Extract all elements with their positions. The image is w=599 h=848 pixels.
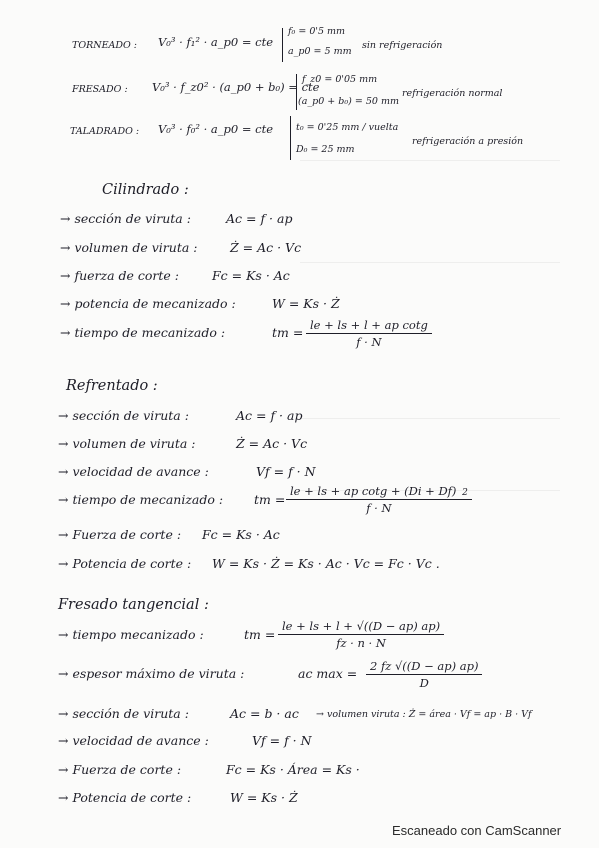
fraction-numerator: 2 fz √((D − ap) ap) (366, 659, 482, 675)
torneado-equation: V₀³ · f₁² · a_p0 = cte (158, 35, 274, 49)
refrentado-item-label: → tiempo de mecanizado : (58, 492, 224, 507)
cilindrado-item-expr: W = Ks · Ż (272, 296, 340, 311)
tangencial-volume-note: → volumen viruta : Ż = área · Vf = ap · B · Vf (316, 709, 532, 720)
refrentado-item-label: → sección de viruta : (58, 408, 189, 423)
refrentado-time-fraction (286, 484, 472, 515)
refrentado-item-expr: W = Ks · Ż = Ks · Ac · Vc = Fc · Vc . (212, 556, 440, 571)
fresado-label: FRESADO : (72, 84, 128, 95)
cilindrado-title: Cilindrado : (102, 182, 189, 198)
fresado-equation: V₀³ · f_z0² · (a_p0 + b₀) = cte (152, 80, 320, 94)
tangencial-item-label: → Potencia de corte : (58, 790, 192, 805)
fresado-tangencial-title: Fresado tangencial : (58, 597, 209, 613)
tangencial-thickness-fraction (366, 659, 482, 690)
numerator-expression: le + ls + ap cotg + (Di + Df) (290, 484, 457, 498)
cilindrado-item-label: → tiempo de mecanizado : (60, 325, 226, 340)
refrentado-item-expr: Vf = f · N (256, 464, 316, 479)
cilindrado-item-expr: Ac = f · ap (226, 211, 293, 226)
cilindrado-item-label: → potencia de mecanizado : (60, 296, 236, 311)
torneado-feed: f₀ = 0'5 mm (288, 26, 346, 37)
cilindrado-item-expr: Ż = Ac · Vc (230, 240, 302, 255)
tangencial-item-expr: W = Ks · Ż (230, 790, 298, 805)
refrentado-item-expr: tm = (254, 492, 286, 507)
refrentado-item-expr: Ac = f · ap (236, 408, 303, 423)
fresado-brace (296, 74, 297, 110)
fraction-numerator (286, 484, 472, 500)
camscanner-watermark: Escaneado con CamScanner (392, 823, 562, 838)
bleed-through-line (300, 160, 560, 161)
tangencial-item-label: → velocidad de avance : (58, 733, 209, 748)
refrentado-item-expr: Ż = Ac · Vc (236, 436, 308, 451)
numerator-half: 2 (462, 488, 468, 498)
fraction-denominator: D (419, 676, 429, 690)
fraction-denominator: f · N (356, 335, 382, 349)
cilindrado-item-label: → fuerza de corte : (60, 268, 179, 283)
fresado-width: (a_p0 + b₀) = 50 mm (298, 96, 399, 107)
taladrado-equation: V₀³ · f₀² · a_p0 = cte (158, 122, 274, 136)
refrentado-item-label: → Potencia de corte : (58, 556, 192, 571)
tangencial-item-label: → Fuerza de corte : (58, 762, 182, 777)
fraction-denominator: fz · n · N (336, 636, 386, 650)
taladrado-label: TALADRADO : (70, 126, 140, 137)
fresado-note: refrigeración normal (402, 88, 503, 99)
fraction-numerator: le + ls + l + √((D − ap) ap) (278, 619, 444, 635)
refrentado-item-label: → volumen de viruta : (58, 436, 196, 451)
tangencial-item-expr: tm = (244, 627, 276, 642)
torneado-label: TORNEADO : (72, 40, 138, 51)
torneado-brace (282, 28, 283, 62)
taladrado-diameter: D₀ = 25 mm (296, 144, 355, 155)
cilindrado-item-expr: tm = (272, 325, 304, 340)
tangencial-item-expr: Ac = b · ac (230, 706, 299, 721)
refrentado-item-label: → velocidad de avance : (58, 464, 209, 479)
tangencial-item-expr: Vf = f · N (252, 733, 312, 748)
tangencial-item-label: → espesor máximo de viruta : (58, 666, 245, 681)
refrentado-item-label: → Fuerza de corte : (58, 527, 182, 542)
refrentado-item-expr: Fc = Ks · Ac (202, 527, 280, 542)
tangencial-item-expr: ac max = (298, 666, 358, 681)
taladrado-feed: t₀ = 0'25 mm / vuelta (296, 122, 399, 133)
tangencial-item-expr: Fc = Ks · Área = Ks · (226, 762, 360, 777)
cilindrado-item-label: → sección de viruta : (60, 211, 191, 226)
tangencial-item-label: → sección de viruta : (58, 706, 189, 721)
taladrado-brace (290, 116, 291, 160)
tangencial-time-fraction (278, 619, 444, 650)
fresado-feed: f_z0 = 0'05 mm (302, 74, 378, 85)
cilindrado-time-fraction (306, 318, 432, 349)
fraction-denominator: f · N (366, 501, 392, 515)
torneado-note: sin refrigeración (362, 40, 443, 51)
refrentado-title: Refrentado : (66, 378, 158, 394)
torneado-depth: a_p0 = 5 mm (288, 46, 352, 57)
cilindrado-item-label: → volumen de viruta : (60, 240, 198, 255)
bleed-through-line (300, 418, 560, 419)
fraction-numerator: le + ls + l + ap cotg (306, 318, 432, 334)
taladrado-note: refrigeración a presión (412, 136, 524, 147)
bleed-through-line (300, 262, 560, 263)
cilindrado-item-expr: Fc = Ks · Ac (212, 268, 290, 283)
tangencial-item-label: → tiempo mecanizado : (58, 627, 204, 642)
